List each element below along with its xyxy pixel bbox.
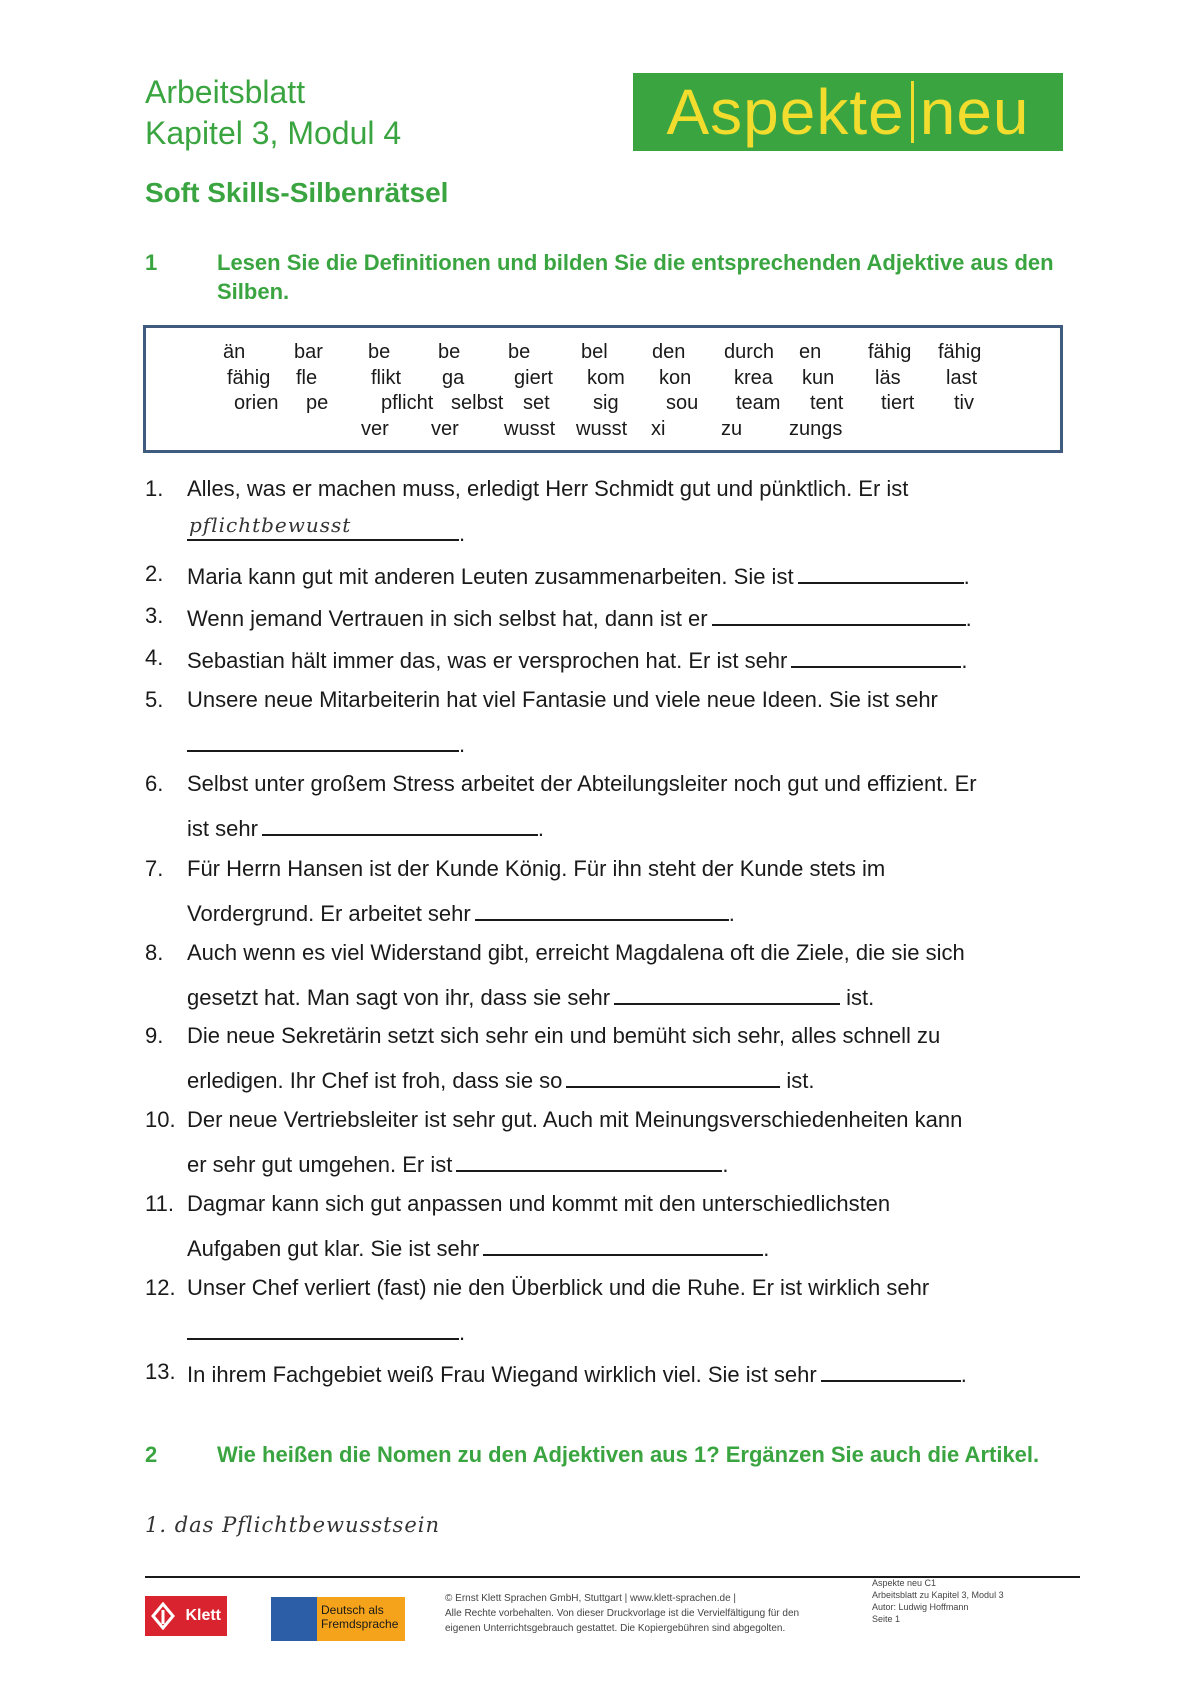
- answer-blank[interactable]: [712, 602, 966, 626]
- daf-label: Deutsch als Fremdsprache: [317, 1597, 405, 1641]
- item-end: ist.: [846, 985, 875, 1010]
- syllable: kon: [659, 367, 692, 389]
- item-text-2: Vordergrund. Er arbeitet sehr: [187, 901, 471, 926]
- handwritten-answer: pflichtbewusst: [189, 513, 352, 537]
- item-line: [187, 728, 465, 759]
- syllable: ver: [361, 418, 389, 440]
- item-text-2: gesetzt hat. Man sagt von ihr, dass sie sehr: [187, 985, 611, 1010]
- syllable: be: [368, 341, 391, 363]
- logo-divider: [911, 81, 914, 143]
- answer-blank[interactable]: [475, 897, 729, 921]
- task-1-heading: [145, 248, 1065, 308]
- item-end: .: [459, 732, 466, 757]
- syllable: zu: [721, 418, 743, 440]
- item-number: 13.: [145, 1359, 176, 1384]
- task-1-number: 1: [145, 250, 158, 275]
- meta-line: Seite 1: [872, 1614, 901, 1624]
- aspekte-neu-logo: [633, 73, 1063, 151]
- answer-blank[interactable]: [614, 981, 840, 1005]
- syllable: den: [652, 341, 686, 363]
- item-end: .: [965, 606, 972, 631]
- syllable: xi: [651, 418, 666, 440]
- meta-line: Arbeitsblatt zu Kapitel 3, Modul 3: [872, 1590, 1004, 1600]
- item-number: 2.: [145, 561, 164, 586]
- answer-blank[interactable]: [187, 1316, 459, 1340]
- item-text: Wenn jemand Vertrauen in sich selbst hat, dann ist er: [187, 606, 708, 631]
- item-line: [187, 1316, 465, 1347]
- syllable: fähig: [938, 341, 982, 363]
- copyright-notice: [445, 1591, 845, 1636]
- exercise-item: [145, 1190, 1085, 1260]
- item-text: Selbst unter großem Stress arbeitet der Abteilungsleiter noch gut und effizient. Er: [187, 771, 977, 796]
- item-end: .: [728, 901, 735, 926]
- item-end: .: [459, 521, 466, 546]
- exercise-item: [145, 770, 1085, 840]
- document-meta: [872, 1577, 1072, 1625]
- syllable: kom: [587, 367, 625, 389]
- syllable: tiert: [881, 392, 915, 414]
- answer-blank[interactable]: [187, 728, 459, 752]
- item-number: 6.: [145, 771, 164, 796]
- copyright-line: Alle Rechte vorbehalten. Von dieser Druckvorlage ist die Vervielfältigung für den: [445, 1608, 800, 1619]
- answer-blank[interactable]: [821, 1358, 961, 1382]
- worksheet-label: Arbeitsblatt: [145, 74, 306, 110]
- item-line: [187, 560, 970, 591]
- item-text: In ihrem Fachgebiet weiß Frau Wiegand wirklich viel. Sie ist sehr: [187, 1362, 817, 1387]
- syllable: pflicht: [381, 392, 434, 414]
- syllable: last: [946, 367, 978, 389]
- klett-logo: [145, 1596, 227, 1636]
- answer-blank[interactable]: [791, 644, 961, 668]
- item-text: Unsere neue Mitarbeiterin hat viel Fantasie und viele neue Ideen. Sie ist sehr: [187, 687, 938, 712]
- item-line: [187, 602, 972, 633]
- item-text: Auch wenn es viel Widerstand gibt, erreicht Magdalena oft die Ziele, die sie sich: [187, 940, 965, 965]
- syllable: tent: [810, 392, 844, 414]
- item-text-2: erledigen. Ihr Chef ist froh, dass sie so: [187, 1068, 563, 1093]
- meta-line: Aspekte neu C1: [872, 1578, 937, 1588]
- syllable: tiv: [954, 392, 974, 414]
- item-text-2: Aufgaben gut klar. Sie ist sehr: [187, 1236, 480, 1261]
- item-text: Unser Chef verliert (fast) nie den Überblick und die Ruhe. Er ist wirklich sehr: [187, 1275, 930, 1300]
- exercise-item: [145, 1022, 1085, 1092]
- answer-line: [187, 513, 466, 548]
- syllable-box: [143, 325, 1063, 453]
- syllable: be: [508, 341, 531, 363]
- item-line: [187, 981, 874, 1012]
- item-text: Die neue Sekretärin setzt sich sehr ein und bemüht sich sehr, alles schnell zu: [187, 1023, 941, 1048]
- item-line: [187, 1064, 815, 1095]
- answer-blank[interactable]: [262, 812, 538, 836]
- daf-logo: [271, 1597, 405, 1641]
- exercise-item: [145, 1274, 1085, 1344]
- item-number: 8.: [145, 940, 164, 965]
- syllable: sou: [666, 392, 699, 414]
- item-number: 12.: [145, 1275, 176, 1300]
- syllable: selbst: [451, 392, 504, 414]
- item-text: Alles, was er machen muss, erledigt Herr Schmidt gut und pünktlich. Er ist: [187, 476, 909, 501]
- item-end: .: [722, 1152, 729, 1177]
- syllable: giert: [514, 367, 553, 389]
- task-2-instruction: Wie heißen die Nomen zu den Adjektiven aus 1? Ergänzen Sie auch die Artikel.: [217, 1442, 1040, 1467]
- answer-blank[interactable]: [566, 1064, 780, 1088]
- item-end: .: [960, 1362, 967, 1387]
- syllable: en: [799, 341, 822, 363]
- page-title: Soft Skills-Silbenrätsel: [145, 177, 449, 208]
- syllable: fle: [296, 367, 318, 389]
- item-number: 11.: [145, 1191, 174, 1216]
- item-line: [187, 897, 735, 928]
- syllable: läs: [875, 367, 901, 389]
- klett-mark-icon: [151, 1602, 175, 1630]
- syllable: ga: [442, 367, 465, 389]
- item-number: 7.: [145, 856, 164, 881]
- syllable: än: [223, 341, 246, 363]
- answer-blank[interactable]: [456, 1148, 722, 1172]
- logo-text-right: neu: [919, 76, 1030, 148]
- item-number: 1.: [145, 476, 164, 501]
- chapter-label: Kapitel 3, Modul 4: [145, 115, 402, 151]
- syllable: krea: [734, 367, 773, 389]
- item-line: [187, 644, 968, 675]
- item-end: .: [537, 816, 545, 841]
- syllable: durch: [724, 341, 775, 363]
- item-text: Für Herrn Hansen ist der Kunde König. Für ihn steht der Kunde stets im: [187, 856, 886, 881]
- syllable: wusst: [504, 418, 556, 440]
- item-text: Sebastian hält immer das, was er versprochen hat. Er ist sehr: [187, 648, 788, 673]
- syllable: team: [736, 392, 781, 414]
- item-line: [187, 1148, 728, 1179]
- exercise-item: [145, 475, 1085, 545]
- task-2-number: 2: [145, 1442, 158, 1467]
- task-2-heading: [145, 1440, 1065, 1500]
- syllable: fähig: [227, 367, 271, 389]
- syllable: zungs: [789, 418, 843, 440]
- item-end: .: [459, 1320, 466, 1345]
- exercise-item: [145, 1106, 1085, 1176]
- syllable: ver: [431, 418, 459, 440]
- syllable: flikt: [371, 367, 401, 389]
- copyright-line: eigenen Unterrichtsgebrauch gestattet. Die Kopiergebühren sind abgegolten.: [445, 1623, 786, 1634]
- klett-label: Klett: [185, 1607, 221, 1624]
- syllable: bel: [581, 341, 608, 363]
- exercise-item: [145, 939, 1085, 1009]
- item-end: .: [963, 564, 970, 589]
- task-1-instruction: Lesen Sie die Definitionen und bilden Sie die entsprechenden Adjektive aus den Silben.: [217, 250, 1054, 304]
- item-line: [187, 1232, 769, 1263]
- syllable: set: [523, 392, 550, 414]
- item-end: .: [763, 1236, 770, 1261]
- meta-line: Autor: Ludwig Hoffmann: [872, 1602, 969, 1612]
- exercise-item: [145, 686, 1085, 756]
- answer-blank[interactable]: [187, 513, 459, 541]
- syllable: orien: [234, 392, 279, 414]
- syllable: fähig: [868, 341, 912, 363]
- item-number: 4.: [145, 645, 164, 670]
- item-number: 5.: [145, 687, 164, 712]
- item-line: [187, 1358, 967, 1389]
- logo-text-left: Aspekte: [666, 76, 905, 148]
- syllable: pe: [306, 392, 329, 414]
- item-number: 10.: [145, 1107, 176, 1132]
- item-text: Maria kann gut mit anderen Leuten zusammenarbeiten. Sie ist: [187, 564, 794, 589]
- item-number: 3.: [145, 603, 164, 628]
- item-end: .: [961, 648, 968, 673]
- syllable: be: [438, 341, 461, 363]
- copyright-line: © Ernst Klett Sprachen GmbH, Stuttgart | www.klett-sprachen.de |: [445, 1593, 737, 1604]
- item-text: Dagmar kann sich gut anpassen und kommt mit den unterschiedlichsten: [187, 1191, 891, 1216]
- worksheet-header: [145, 72, 401, 154]
- syllable: bar: [294, 341, 323, 363]
- item-text-2: er sehr gut umgehen. Er ist: [187, 1152, 453, 1177]
- item-number: 9.: [145, 1023, 164, 1048]
- item-text-2: ist sehr: [187, 816, 258, 841]
- answer-blank[interactable]: [483, 1232, 763, 1256]
- syllable: sig: [593, 392, 619, 414]
- item-end: ist.: [786, 1068, 815, 1093]
- syllable: kun: [802, 367, 835, 389]
- item-text: Der neue Vertriebsleiter ist sehr gut. Auch mit Meinungsverschiedenheiten kann: [187, 1107, 963, 1132]
- handwritten-example: 1. das Pflichtbewusstsein: [145, 1513, 440, 1537]
- exercise-item: [145, 855, 1085, 925]
- item-line: [187, 812, 544, 843]
- answer-blank[interactable]: [798, 560, 964, 584]
- syllable: wusst: [576, 418, 628, 440]
